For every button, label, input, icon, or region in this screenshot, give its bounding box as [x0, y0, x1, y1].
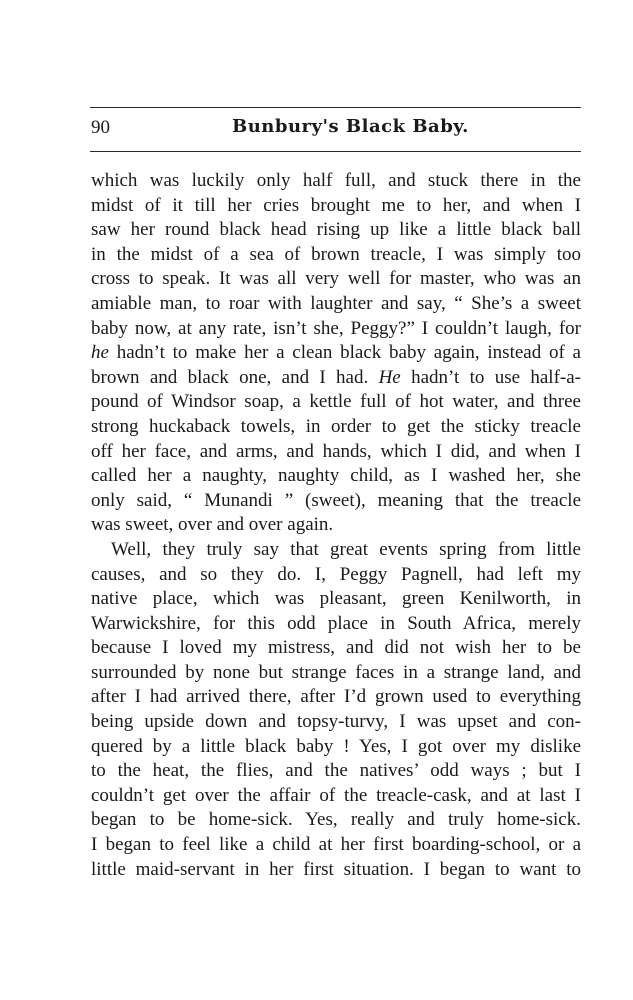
- paragraph-end-line: was sweet, over and over again.: [91, 514, 334, 536]
- body-text: [91, 169, 581, 882]
- text-line: little maid-servant in her first situation. I began to want to: [91, 858, 581, 880]
- text-line: couldn’t get over the affair of the treacle-cask, and at last I: [91, 784, 581, 806]
- text-line: Warwickshire, for this odd place in South Africa, merely: [91, 612, 581, 634]
- text-line: causes, and so they do. I, Peggy Pagnell, had left my: [91, 563, 581, 585]
- text-line: which was luckily only half full, and stuck there in the: [91, 170, 581, 191]
- page-number: 90: [91, 117, 110, 138]
- text-line: [91, 341, 581, 366]
- text-line-rest: hadn’t to use half-a-: [400, 366, 581, 388]
- text-line: pound of Windsor soap, a kettle full of hot water, and three: [91, 391, 581, 413]
- text-line: midst of it till her cries brought me to her, and when I: [91, 194, 581, 216]
- emphasis-he: He: [378, 366, 401, 388]
- text-line: strong huckaback towels, in order to get the sticky treacle: [91, 415, 581, 437]
- text-line: [91, 366, 581, 391]
- text-line: because I loved my mistress, and did not wish her to be: [91, 637, 581, 659]
- text-line: only said, “ Munandi ” (sweet), meaning that the treacle: [91, 489, 581, 511]
- text-line-pre: brown and black one, and I had.: [91, 366, 379, 388]
- emphasis-he: he: [91, 342, 109, 364]
- text-line: in the midst of a sea of brown treacle, I was simply too: [91, 243, 581, 265]
- text-line: native place, which was pleasant, green Kenilworth, in: [91, 588, 581, 610]
- text-line: quered by a little black baby ! Yes, I got over my dislike: [91, 735, 581, 757]
- text-line: saw her round black head rising up like a little black ball: [91, 219, 581, 241]
- text-line: cross to speak. It was all very well for master, who was an: [91, 268, 581, 290]
- header-rule-bottom: [90, 151, 581, 152]
- text-line: off her face, and arms, and hands, which I did, and when I: [91, 440, 581, 462]
- text-line: called her a naughty, naughty child, as I washed her, she: [91, 465, 581, 487]
- paragraph-first-line: Well, they truly say that great events spring from little: [111, 538, 581, 560]
- header-rule-top: [90, 107, 581, 108]
- text-line-rest: hadn’t to make her a clean black baby again, instead of a: [108, 342, 581, 364]
- text-line: baby now, at any rate, isn’t she, Peggy?” I couldn’t laugh, for: [91, 317, 581, 339]
- text-line: surrounded by none but strange faces in a strange land, and: [91, 661, 581, 683]
- text-line: being upside down and topsy-turvy, I was upset and con-: [91, 711, 581, 733]
- text-line: amiable man, to roar with laughter and say, “ She’s a sweet: [91, 292, 581, 314]
- text-line: I began to feel like a child at her first boarding-school, or a: [91, 834, 581, 856]
- text-line: after I had arrived there, after I’d grown used to everything: [91, 686, 581, 708]
- running-title: Bunbury's Black Baby.: [232, 116, 469, 137]
- text-line: to the heat, the flies, and the natives’ odd ways ; but I: [91, 760, 581, 782]
- text-line: began to be home-sick. Yes, really and truly home-sick.: [91, 809, 581, 831]
